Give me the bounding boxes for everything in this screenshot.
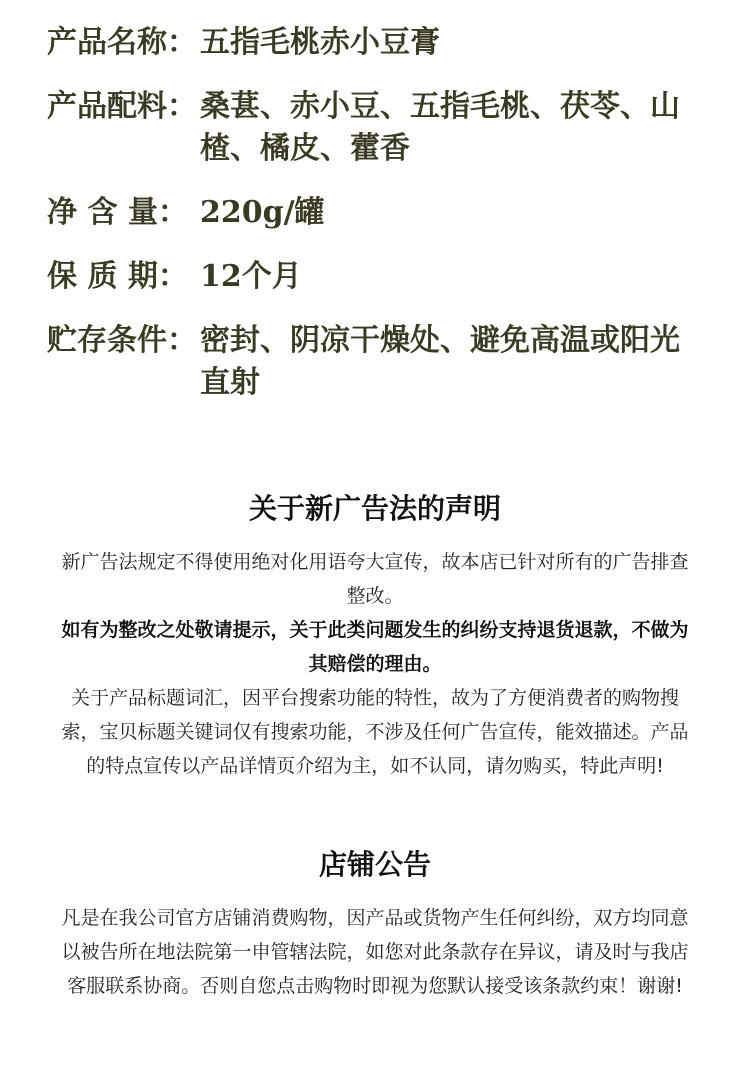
info-row-shelf-life: [47, 256, 707, 298]
ad-law-notice-section: [0, 487, 750, 783]
info-label: 产品配料：: [47, 89, 197, 124]
ad-law-paragraph: 新广告法规定不得使用绝对化用语夸大宣传，故本店已针对所有的广告排查整改。: [61, 551, 689, 607]
ad-law-notice-title: 关于新广告法的声明: [248, 492, 501, 525]
store-notice-title: 店铺公告: [318, 848, 431, 881]
ingredients-value: 桑葚、赤小豆、五指毛桃、茯苓、山楂、橘皮、藿香: [200, 89, 680, 166]
ad-law-paragraph-emphasis: 如有为整改之处敬请提示，关于此类问题发生的纠纷支持退货退款，不做为其赔偿的理由。: [61, 619, 689, 675]
product-info-list: [47, 22, 707, 426]
info-row-storage: [47, 320, 707, 404]
net-content-value: 220g/罐: [200, 195, 325, 230]
store-notice-body: [55, 901, 695, 1003]
info-label: 净 含 量：: [47, 195, 188, 230]
storage-value: 密封、阴凉干燥处、避免高温或阳光直射: [200, 323, 680, 400]
info-label: 贮存条件：: [47, 323, 197, 358]
info-label: 产品名称：: [47, 25, 197, 60]
info-row-ingredients: [47, 86, 707, 170]
product-name-value: 五指毛桃赤小豆膏: [200, 25, 440, 60]
store-notice-section: [0, 843, 750, 1003]
ad-law-notice-body: [55, 545, 695, 783]
info-label: 保 质 期：: [47, 259, 188, 294]
info-row-name: [47, 22, 707, 64]
ad-law-paragraph: 关于产品标题词汇，因平台搜索功能的特性，故为了方便消费者的购物搜索，宝贝标题关键词仅有搜索功能，不涉及任何广告宣传，能效描述。产品的特点宣传以产品详情页介绍为主，如不认同，请勿购买，特此声明!: [61, 687, 689, 777]
shelf-life-value: 12个月: [200, 259, 302, 294]
store-notice-paragraph: 凡是在我公司官方店铺消费购物，因产品或货物产生任何纠纷，双方均同意以被告所在地法院第一申管辖法院，如您对此条款存在异议，请及时与我店客服联系协商。否则自您点击购物时即视为您默认接受该条款约束！谢谢!: [61, 907, 689, 997]
info-row-net-content: [47, 192, 707, 234]
